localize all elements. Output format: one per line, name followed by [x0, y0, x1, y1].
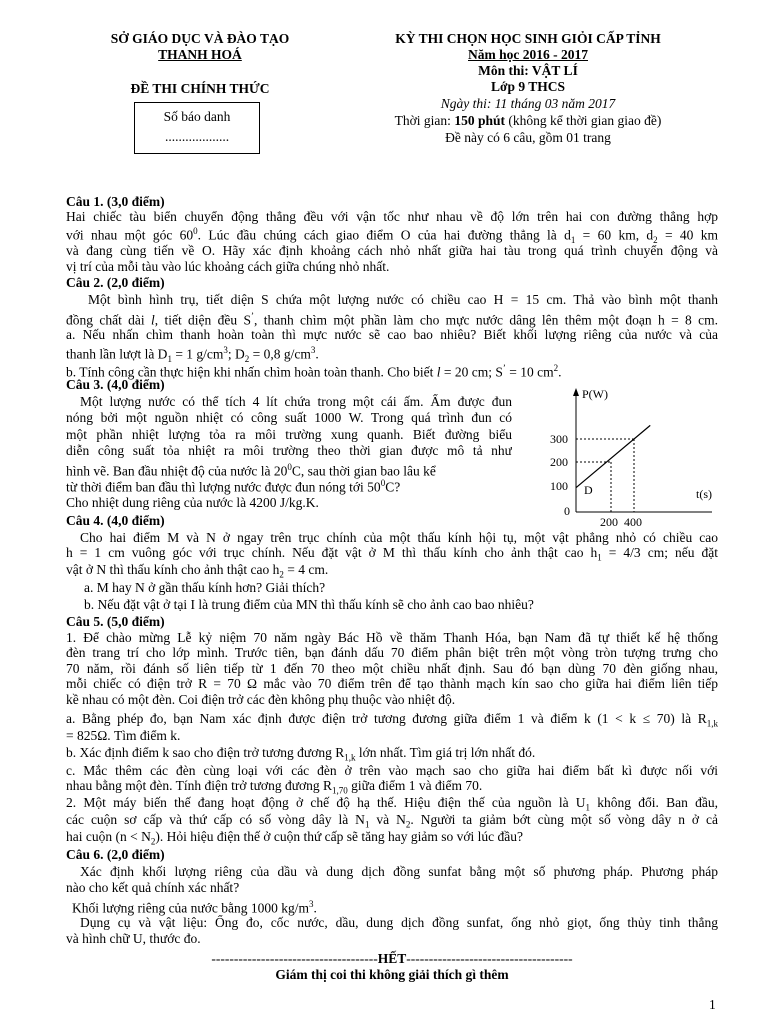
question-2-line: thanh lần lượt là $D_1 = 1$ $g/cm^3$; $D_2 = 0,8$ $g/cm^3$.	[66, 345, 319, 365]
y-tick-label: 100	[550, 479, 568, 493]
province-name: THANH HOÁ	[158, 47, 242, 62]
candidate-number-box	[134, 102, 260, 154]
question-6-line: Khối lượng riêng của nước bằng 1000 $kg/m^3$.	[72, 899, 317, 916]
end-marker: -------------------------------------HẾT-------------------------------------	[211, 951, 573, 966]
question-5-line: 1. Để chào mừng Lễ kỷ niệm 70 năm ngày Bác Hồ về thăm Thanh Hóa, bạn Nam đã tự thiết kế hệ thống	[66, 630, 718, 645]
y-tick-label: 200	[550, 455, 568, 469]
question-3-title: Câu 3. (4,0 điểm)	[66, 377, 165, 392]
x-axis-label: t(s)	[696, 487, 712, 501]
question-6-line: Xác định khối lượng riêng của dầu và dung dịch đồng sunfat bằng một số phương pháp. Phương pháp	[80, 864, 718, 879]
question-1-line: và đang cùng tiến về O. Hãy xác định khoảng cách nhỏ nhất giữa hai tàu trong quá trình chuyển động và	[66, 243, 718, 258]
question-2-title: Câu 2. (2,0 điểm)	[66, 275, 165, 290]
question-1-line: vị trí của mỗi tàu vào lúc khoảng cách giữa chúng nhỏ nhất.	[66, 259, 390, 274]
proctor-note: Giám thị coi thi không giải thích gì thêm	[275, 967, 509, 982]
question-5-line: = 825Ω. Tìm điểm k.	[66, 728, 181, 743]
question-5-line: kề nhau có một đèn. Coi điện trở các đèn không phụ thuộc vào nhiệt độ.	[66, 692, 456, 707]
power-line	[576, 425, 650, 487]
question-1-line: Hai chiếc tàu biển chuyển động thẳng đều với vận tốc như nhau về độ lớn trên hai con đường thẳng hợp	[66, 209, 718, 224]
exam-date: Ngày thi: 11 tháng 03 năm 2017	[440, 96, 616, 111]
question-4-line: vật ở N thì thấu kính cho ảnh thật cao $h_2 = 4$ cm.	[66, 562, 329, 580]
point-label: D	[584, 483, 593, 497]
y-axis-arrow	[573, 388, 579, 396]
department-name: SỞ GIÁO DỤC VÀ ĐÀO TẠO	[110, 31, 290, 46]
question-5-line: 70 năm, rồi đánh số liên tiếp từ 1 đến 70 theo một chiều nhất định. Sau đó bạn dùng 70 đèn giống nhau,	[66, 661, 718, 676]
subject: Môn thi: VẬT LÍ	[478, 63, 578, 78]
origin-label: 0	[564, 504, 570, 518]
question-5-line: 2. Một máy biến thế đang hoạt động ở chế độ hạ thế. Hiệu điện thế của nguồn là $U_1$ không đổi. Ban đầu,	[66, 795, 718, 813]
question-2-line: Một bình hình trụ, tiết diện S chứa một lượng nước có chiều cao H = 15 cm. Thả vào bình một thanh	[88, 292, 718, 307]
y-tick-label: 300	[550, 432, 568, 446]
question-5-line: a. Bằng phép đo, bạn Nam xác định được điện trở tương đương giữa điểm 1 và điểm k (1 < k ≤ 70) là $R_{1,k}$	[66, 711, 718, 729]
grade: Lớp 9 THCS	[490, 79, 565, 94]
question-3-line: hình vẽ. Ban đầu nhiệt độ của nước là $20^0C$, sau thời gian bao lâu kể	[66, 462, 436, 479]
exam-time: Thời gian: 150 phút (không kể thời gian giao đề)	[394, 113, 662, 128]
question-6-title: Câu 6. (2,0 điểm)	[66, 847, 165, 862]
question-4-line: b. Nếu đặt vật ở tại I là trung điểm của MN thì thấu kính sẽ cho ảnh cao bao nhiêu?	[84, 597, 534, 612]
power-time-graph-svg	[538, 384, 718, 530]
question-2-line: đồng chất dài l, tiết diện đều S’, thanh chìm một phần làm cho mực nước dâng lên thêm một đoạn h = 8 cm.	[66, 311, 718, 328]
page-count: Đề này có 6 câu, gồm 01 trang	[445, 130, 611, 145]
question-5-line: đèn trang trí cho lớp mình. Trước tiên, bạn đánh dấu 70 điểm phân biệt trên một vòng tròn tượng trưng cho	[66, 645, 718, 660]
question-2-line: b. Tính công cần thực hiện khi nhấn chìm hoàn toàn thanh. Cho biết l = 20 cm; S’ = 10 $cm^2$.	[66, 363, 562, 380]
question-3-line: từ thời điểm ban đầu thì lượng nước được đun nóng tới $50^0C$?	[66, 478, 401, 495]
candidate-number-dots: ...................	[164, 129, 230, 144]
question-3-line: một phần nhiệt lượng tỏa ra môi trường xung quanh. Biết đường biểu	[66, 427, 512, 442]
power-time-graph	[538, 384, 718, 530]
x-tick-label: 400	[624, 515, 642, 529]
question-6-line: và hình chữ U, thước đo.	[66, 931, 201, 946]
question-5-line: nhau bằng một đèn. Tính điện trở tương đương $R_{1,70}$ giữa điểm 1 và điểm 70.	[66, 778, 483, 796]
school-year: Năm học 2016 - 2017	[468, 47, 588, 62]
candidate-number-label: Số báo danh	[163, 109, 231, 124]
question-4-line: Cho hai điểm M và N ở ngay trên trục chính của một thấu kính hội tụ, một vật phẳng nhỏ có chiều cao	[80, 530, 718, 545]
question-6-line: nào cho kết quả chính xác nhất?	[66, 880, 240, 895]
x-tick-label: 200	[600, 515, 618, 529]
question-4-line: a. M hay N ở gần thấu kính hơn? Giải thích?	[84, 580, 326, 595]
question-5-line: b. Xác định điểm k sao cho điện trở tương đương $R_{1,k}$ lớn nhất. Tìm giá trị lớn nhất đó.	[66, 745, 536, 763]
official-exam-label: ĐỀ THI CHÍNH THỨC	[130, 81, 270, 96]
question-3-line: diễn công suất tỏa nhiệt ra môi trường theo thời gian được mô tả như	[66, 443, 512, 458]
question-4-line: h = 1 cm vuông góc với trục chính. Nếu đặt vật ở M thì thấu kính cho ảnh thật cao $h_1 = 4/3$ cm; nếu đặt	[66, 545, 718, 563]
question-5-line: hai cuộn $(n < N_2)$. Hỏi hiệu điện thế ở cuộn thứ cấp sẽ tăng hay giảm so với lúc đầu?	[66, 829, 523, 847]
question-1-line: với nhau một góc $60^0$. Lúc đầu chúng cách giao điểm O của hai đường thẳng là $d_1 = 60$ km, $d_2 = 40$ km	[66, 226, 718, 246]
question-1-title: Câu 1. (3,0 điểm)	[66, 194, 165, 209]
question-3-line: Cho nhiệt dung riêng của nước là 4200 J/kg.K.	[66, 495, 319, 510]
question-2-line: a. Nếu nhấn chìm thanh hoàn toàn thì mực nước sẽ cao bao nhiêu? Biết khối lượng riêng của nước và của	[66, 327, 718, 342]
question-5-line: c. Mắc thêm các đèn cùng loại với các đèn ở trên vào mạch sao cho giữa hai điểm bất kì được nối với	[66, 763, 718, 778]
page-number: 1	[709, 997, 716, 1012]
question-3-line: Một lượng nước có thể tích 4 lít chứa trong một cái ấm. Ấm được đun	[80, 394, 512, 409]
y-axis-label: P(W)	[582, 387, 608, 401]
question-4-title: Câu 4. (4,0 điểm)	[66, 513, 165, 528]
question-6-line: Dụng cụ và vật liệu: Ống đo, cốc nước, dầu, dung dịch đồng sunfat, ống nhỏ giọt, ống thủy tinh thẳng	[80, 915, 718, 930]
question-5-line: mỗi chiếc có điện trở R = 70 Ω mắc vào 70 điểm trên để tạo thành mạch kín sao cho giữa hai điểm liên tiếp	[66, 676, 718, 691]
question-5-line: các cuộn sơ cấp và thứ cấp có số vòng dây là $N_1$ và $N_2$. Người ta giảm bớt cùng một số vòng dây n ở cả	[66, 812, 718, 830]
question-5-title: Câu 5. (5,0 điểm)	[66, 614, 165, 629]
question-3-line: nóng bởi một nguồn nhiệt có công suất 1000 W. Trong quá trình đun có	[66, 410, 512, 425]
exam-title: KỲ THI CHỌN HỌC SINH GIỎI CẤP TỈNH	[395, 31, 661, 46]
